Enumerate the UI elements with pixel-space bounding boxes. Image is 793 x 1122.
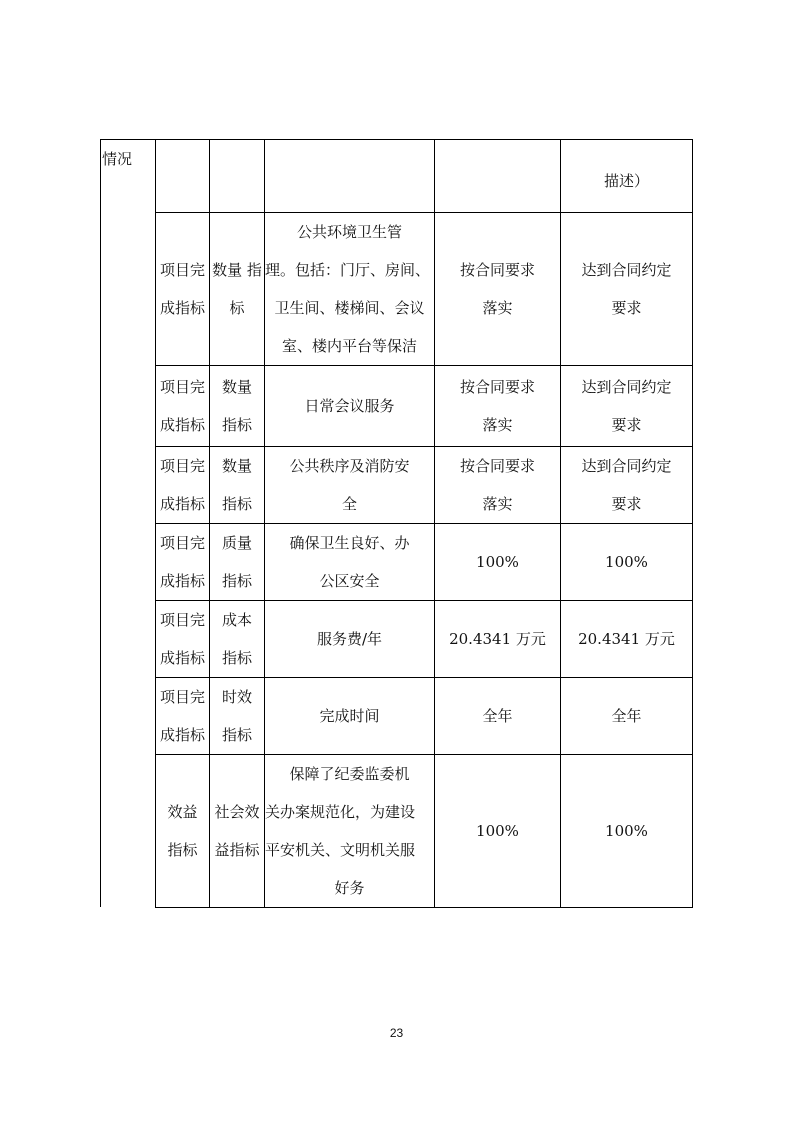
table-left-border: [100, 139, 101, 907]
table-row: [156, 755, 693, 908]
indicator-type-cell: 质量 指标: [210, 524, 265, 601]
target-value-cell: 20.4341 万元: [435, 601, 561, 678]
indicator-content-cell: 公共秩序及消防安 全: [265, 447, 435, 524]
category-cell: 效益 指标: [156, 755, 210, 908]
indicator-type-cell: 数量 指 标: [210, 213, 265, 366]
indicator-content-cell: 日常会议服务: [265, 366, 435, 447]
indicator-content-cell: 完成时间: [265, 678, 435, 755]
indicator-type-cell: 时效 指标: [210, 678, 265, 755]
target-value-cell: 按合同要求 落实: [435, 366, 561, 447]
target-value-cell: 100%: [435, 755, 561, 908]
target-value-cell: 全年: [435, 678, 561, 755]
table-row: [156, 678, 693, 755]
table-top-border-left: [100, 139, 155, 140]
table-cell: [210, 140, 265, 213]
page-number: 23: [389, 1026, 404, 1040]
indicator-type-cell: 数量 指标: [210, 366, 265, 447]
table-cell: [156, 140, 210, 213]
actual-value-cell: 达到合同约定 要求: [561, 213, 693, 366]
category-cell: 项目完 成指标: [156, 678, 210, 755]
target-value-cell: 100%: [435, 524, 561, 601]
indicator-content-cell: 服务费/年: [265, 601, 435, 678]
category-cell: 项目完 成指标: [156, 524, 210, 601]
indicator-type-cell: 成本 指标: [210, 601, 265, 678]
table-cell: [265, 140, 435, 213]
header-tail-text: 描述）: [603, 172, 649, 190]
indicator-content-cell: 公共环境卫生管 理。包括：门厅、房间、 卫生间、楼梯间、会议 室、楼内平台等保洁: [265, 213, 435, 366]
actual-value-cell: 20.4341 万元: [561, 601, 693, 678]
actual-value-cell: 全年: [561, 678, 693, 755]
indicator-type-cell: 社会效 益指标: [210, 755, 265, 908]
actual-value-cell: 100%: [561, 755, 693, 908]
table-cell: [435, 140, 561, 213]
actual-value-cell: 达到合同约定 要求: [561, 366, 693, 447]
target-value-cell: 按合同要求 落实: [435, 213, 561, 366]
category-cell: 项目完 成指标: [156, 601, 210, 678]
performance-indicator-table: [155, 139, 693, 908]
category-cell: 项目完 成指标: [156, 366, 210, 447]
continued-first-column-text: 情况: [102, 150, 133, 168]
target-value-cell: 按合同要求 落实: [435, 447, 561, 524]
table-cell: [561, 140, 693, 213]
actual-value-cell: 100%: [561, 524, 693, 601]
table-row: [156, 524, 693, 601]
table-row: [156, 213, 693, 366]
category-cell: 项目完 成指标: [156, 213, 210, 366]
indicator-content-cell: 保障了纪委监委机 关办案规范化，为建设 平安机关、文明机关服 好务: [265, 755, 435, 908]
indicator-content-cell: 确保卫生良好、办 公区安全: [265, 524, 435, 601]
table-row: [156, 447, 693, 524]
table-row: [156, 601, 693, 678]
table-row: [156, 366, 693, 447]
table-row: [156, 140, 693, 213]
category-cell: 项目完 成指标: [156, 447, 210, 524]
actual-value-cell: 达到合同约定 要求: [561, 447, 693, 524]
indicator-type-cell: 数量 指标: [210, 447, 265, 524]
